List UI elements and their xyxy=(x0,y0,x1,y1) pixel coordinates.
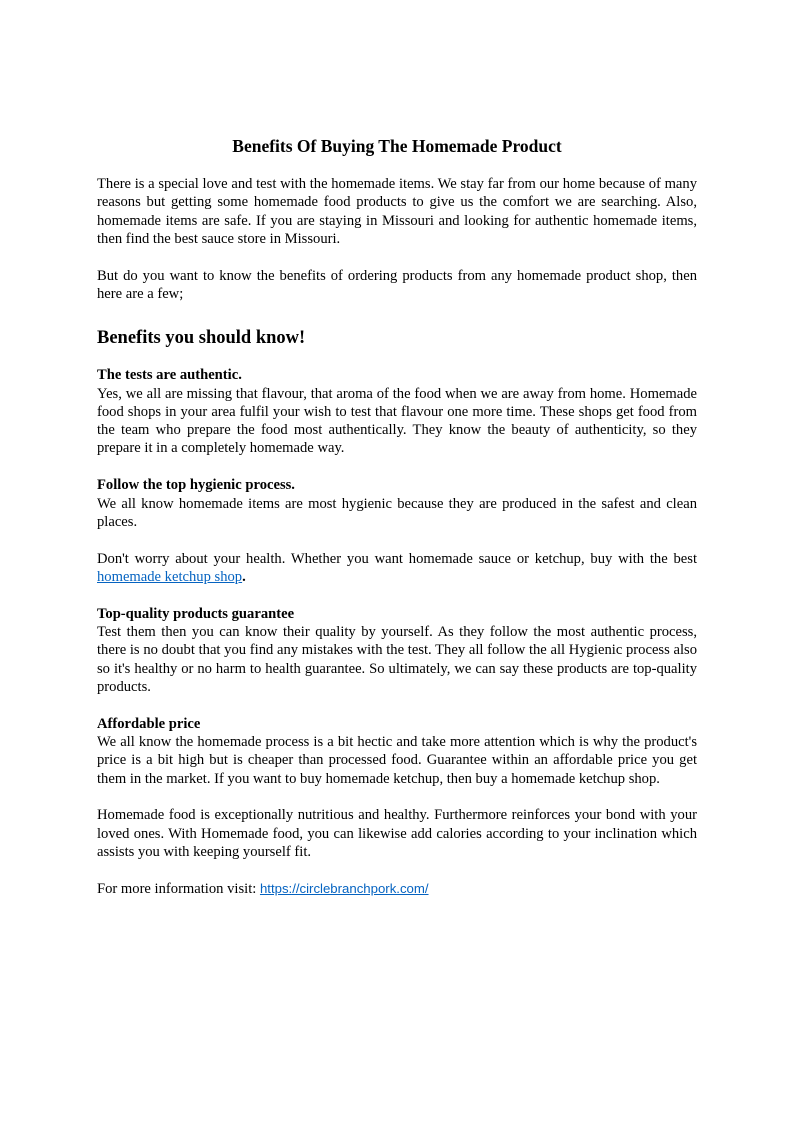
health-paragraph xyxy=(97,550,697,587)
section-quality-title: Top-quality products guarantee xyxy=(97,605,295,622)
section-price-title: Affordable price xyxy=(97,715,201,732)
section-price-body: We all know the homemade process is a bit hectic and take more attention which is why the product's price is a bit high but is cheaper than processed food. Guarantee within an affordable price you get them in the market. If you want to buy homemade ketchup, then buy a homemade ketchup shop. xyxy=(97,734,697,787)
intro-paragraph-2: But do you want to know the benefits of ordering products from any homemade product shop, then here are a few; xyxy=(97,267,697,302)
section-hygienic-title: Follow the top hygienic process. xyxy=(97,477,295,494)
benefits-heading: Benefits you should know! xyxy=(97,328,306,349)
section-quality-body: Test them then you can know their quality by yourself. As they follow the most authentic process, there is no doubt that you find any mistakes with the test. They all follow the all Hygienic process also so it's healthy or no harm to health guarantee. So ultimately, we can say these products are top-quality products. xyxy=(97,624,697,695)
section-hygienic-body: We all know homemade items are most hygienic because they are produced in the safest and clean places. xyxy=(97,495,697,530)
health-text-after: . xyxy=(242,568,246,585)
document-title: Benefits Of Buying The Homemade Product xyxy=(232,136,562,156)
website-link[interactable]: https://circlebranchpork.com/ xyxy=(259,880,429,896)
section-authentic xyxy=(97,366,697,457)
section-quality xyxy=(97,605,697,696)
ketchup-shop-link[interactable]: homemade ketchup shop xyxy=(97,568,243,585)
health-text-before: Don't worry about your health. Whether you want homemade sauce or ketchup, buy with the best xyxy=(97,550,697,567)
more-info-line xyxy=(97,880,697,898)
more-info-label: For more information visit: xyxy=(97,880,260,897)
section-authentic-title: The tests are authentic. xyxy=(97,367,242,384)
intro-paragraph-1: There is a special love and test with the homemade items. We stay far from our home because of many reasons but getting some homemade food products to give us the comfort we are searching. Also, homemade items are safe. If you are staying in Missouri and looking for authentic homemade items, then find the best sauce store in Missouri. xyxy=(97,176,697,247)
closing-paragraph: Homemade food is exceptionally nutritious and healthy. Furthermore reinforces your bond with your loved ones. With Homemade food, you can likewise add calories according to your inclination which assists you with keeping yourself fit. xyxy=(97,807,697,861)
section-authentic-body: Yes, we all are missing that flavour, that aroma of the food when we are away from home. Homemade food shops in your area fulfil your wish to test that flavour one more time. These shops get food from the team who prepare the food most authentically. They know the beauty of authenticity, so they prepare it in a completely homemade way. xyxy=(97,385,697,457)
section-hygienic xyxy=(97,476,697,531)
section-price xyxy=(97,715,697,788)
